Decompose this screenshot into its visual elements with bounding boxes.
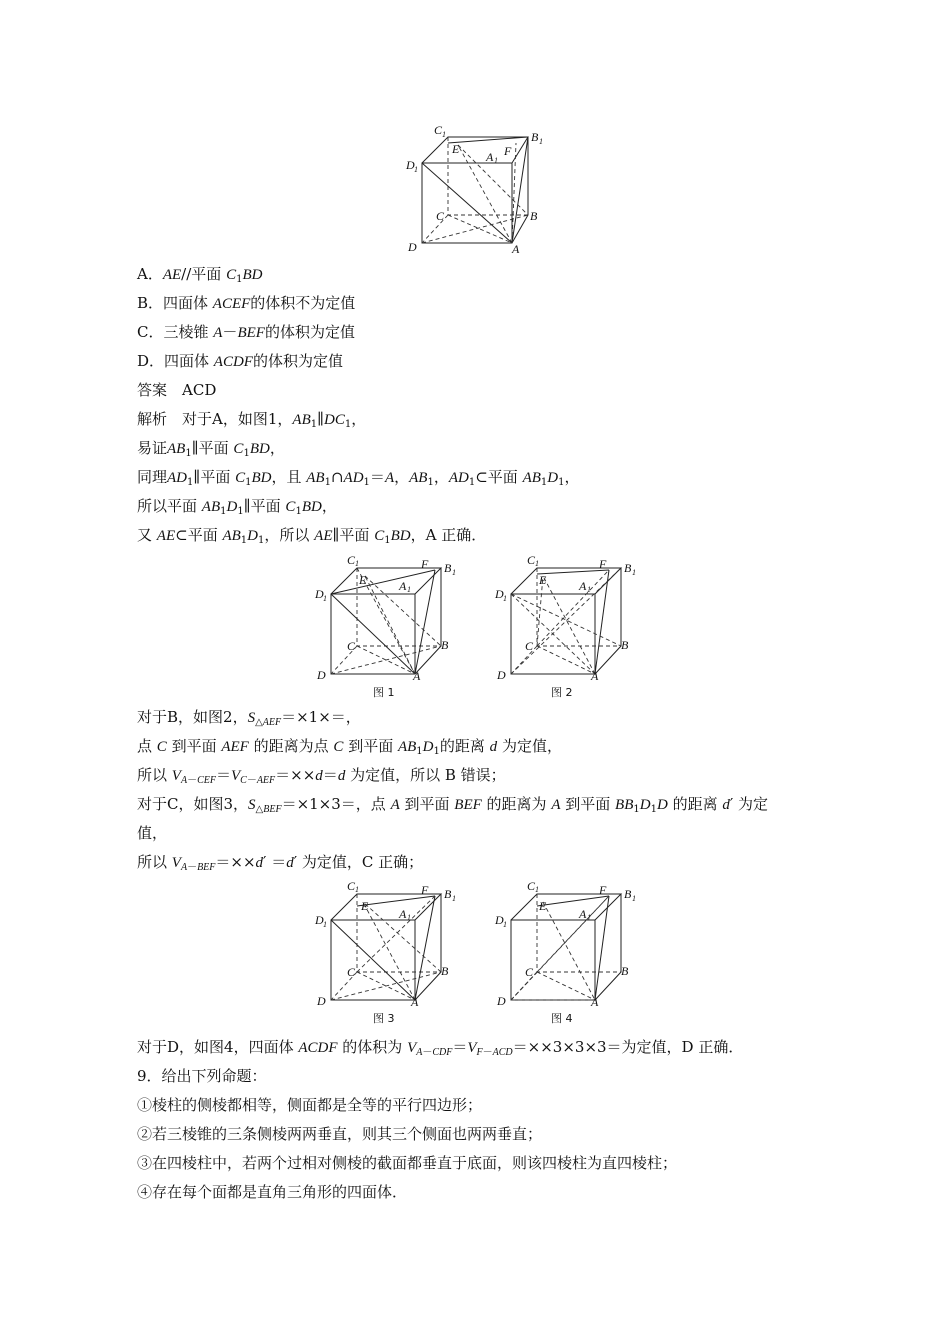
analysis-line-5: 又 AE⊂平面 $AB_1D_1$，所以 AE∥平面 $C_1BD$，A 正确． — [137, 526, 487, 546]
svg-text:D: D — [495, 913, 504, 927]
svg-text:1: 1 — [632, 894, 636, 903]
svg-text:D: D — [315, 913, 324, 927]
svg-text:A: A — [399, 907, 407, 921]
svg-text:1: 1 — [452, 894, 456, 903]
svg-text:B: B — [444, 887, 452, 901]
svg-text:B: B — [621, 638, 629, 652]
svg-text:C: C — [434, 125, 443, 137]
svg-text:C: C — [347, 639, 356, 653]
analysis-line-12: 对于D，如图4，四面体 ACDF 的体积为 $V_{A-CDF}=V_{F-ACD}=\times\times 3\times 3\times 3=$为定值，D 正确． — [137, 1038, 744, 1058]
svg-text:B: B — [441, 638, 449, 652]
svg-text:D: D — [406, 158, 415, 172]
analysis-line-10: 值， — [137, 824, 168, 842]
svg-text:E: E — [539, 899, 547, 913]
answer: 答案 ACD — [137, 381, 217, 399]
svg-text:A: A — [512, 242, 520, 255]
svg-text:B: B — [444, 561, 452, 575]
svg-text:B: B — [531, 130, 539, 144]
svg-text:A: A — [579, 579, 587, 593]
figure-1-caption: 图 1 — [373, 686, 395, 699]
svg-text:1: 1 — [503, 594, 507, 603]
svg-text:D: D — [497, 994, 506, 1006]
svg-text:D: D — [495, 587, 504, 601]
svg-text:1: 1 — [414, 165, 418, 174]
svg-text:B: B — [624, 887, 632, 901]
svg-text:A: A — [486, 150, 494, 164]
svg-text:F: F — [599, 557, 607, 571]
svg-text:E: E — [359, 573, 367, 587]
question-9-item-3: ③在四棱柱中，若两个过相对侧棱的截面都垂直于底面，则该四棱柱为直四棱柱； — [137, 1154, 678, 1172]
svg-text:1: 1 — [452, 568, 456, 577]
figure-4-caption: 图 4 — [551, 1012, 573, 1025]
option-d: D．四面体 ACDF的体积为定值 — [137, 352, 343, 370]
figure-2 — [493, 550, 643, 680]
svg-text:1: 1 — [535, 559, 539, 568]
svg-text:A: A — [399, 579, 407, 593]
figure-3-caption: 图 3 — [373, 1012, 395, 1025]
svg-text:1: 1 — [323, 594, 327, 603]
svg-text:1: 1 — [587, 913, 591, 922]
option-b: B．四面体 ACEF的体积不为定值 — [137, 294, 356, 312]
option-c: C．三棱锥 A－BEF的体积为定值 — [137, 323, 355, 341]
question-9-item-4: ④存在每个面都是直角三角形的四面体． — [137, 1183, 408, 1201]
svg-text:F: F — [421, 883, 429, 897]
svg-text:B: B — [621, 964, 629, 978]
svg-text:A: A — [591, 995, 599, 1006]
svg-text:C: C — [347, 965, 356, 979]
svg-text:E: E — [539, 573, 547, 587]
figure-4 — [493, 876, 643, 1006]
svg-text:1: 1 — [587, 585, 591, 594]
analysis-line-8: 所以 $V_{A-CEF}=V_{C-AEF}=\times\times d=d$ 为定值，所以 B 错误； — [137, 766, 506, 786]
question-9-item-1: ①棱柱的侧棱都相等，侧面都是全等的平行四边形； — [137, 1096, 483, 1114]
svg-text:C: C — [347, 879, 356, 893]
svg-text:F: F — [599, 883, 607, 897]
analysis-line-6: 对于B，如图2，$S_{\triangle AEF}=\times 1\times=$， — [137, 708, 361, 728]
svg-text:B: B — [441, 964, 449, 978]
figure-2-caption: 图 2 — [551, 686, 573, 699]
svg-text:1: 1 — [632, 568, 636, 577]
svg-text:1: 1 — [323, 920, 327, 929]
svg-text:1: 1 — [539, 137, 543, 146]
svg-text:B: B — [530, 209, 538, 223]
svg-text:C: C — [436, 209, 445, 223]
svg-text:C: C — [525, 639, 534, 653]
svg-text:1: 1 — [494, 156, 498, 165]
cube-diagram — [400, 125, 550, 255]
svg-text:A: A — [579, 907, 587, 921]
svg-text:1: 1 — [535, 885, 539, 894]
analysis-line-1: 解析 对于A，如图1，$AB_1\parallel DC_1$， — [137, 410, 367, 430]
analysis-line-7: 点 C 到平面 AEF 的距离为点 C 到平面 $AB_1D_1$的距离 d 为定值， — [137, 737, 562, 757]
svg-text:E: E — [452, 142, 460, 156]
svg-text:F: F — [421, 557, 429, 571]
svg-text:D: D — [317, 668, 326, 680]
figure-1 — [313, 550, 463, 680]
svg-text:D: D — [317, 994, 326, 1006]
svg-text:B: B — [624, 561, 632, 575]
analysis-line-3: 同理$AD_1\parallel$平面 $C_1BD$，且 $AB_1\cap AD_1=A$，$AB_1$，$AD_1\subset$平面 $AB_1D_1$， — [137, 468, 580, 488]
svg-text:1: 1 — [442, 130, 446, 139]
svg-text:F: F — [504, 144, 512, 158]
question-9-title: 9．给出下列命题： — [137, 1067, 267, 1085]
svg-text:1: 1 — [355, 885, 359, 894]
analysis-line-2: 易证$AB_1\parallel$平面 $C_1BD$， — [137, 439, 285, 459]
svg-text:A: A — [411, 995, 419, 1006]
svg-text:D: D — [408, 240, 417, 254]
svg-text:1: 1 — [407, 913, 411, 922]
svg-text:D: D — [315, 587, 324, 601]
svg-text:1: 1 — [407, 585, 411, 594]
question-9-item-2: ②若三棱锥的三条侧棱两两垂直，则其三个侧面也两两垂直； — [137, 1125, 543, 1143]
svg-text:E: E — [361, 899, 369, 913]
analysis-line-11: 所以 $V_{A-BEF}=\times\times d' =d'$ 为定值，C 正确； — [137, 853, 424, 873]
svg-text:C: C — [527, 553, 536, 567]
svg-text:1: 1 — [503, 920, 507, 929]
analysis-line-9: 对于C，如图3，$S_{\triangle BEF}=\times 1\times 3=$，点 A 到平面 BEF 的距离为 A 到平面 $BB_1D_1D$ 的距离 d′ 为定 — [137, 795, 769, 815]
svg-text:A: A — [591, 669, 599, 680]
svg-text:C: C — [347, 553, 356, 567]
svg-text:1: 1 — [355, 559, 359, 568]
cube-figure-top — [400, 125, 550, 255]
analysis-line-4: 所以平面 $AB_1D_1\parallel$平面 $C_1BD$， — [137, 497, 337, 517]
svg-text:D: D — [497, 668, 506, 680]
option-a: A．AE//平面 $C_1BD$ — [137, 265, 263, 285]
svg-text:A: A — [413, 669, 421, 680]
svg-text:C: C — [527, 879, 536, 893]
svg-text:C: C — [525, 965, 534, 979]
figure-3 — [313, 876, 463, 1006]
